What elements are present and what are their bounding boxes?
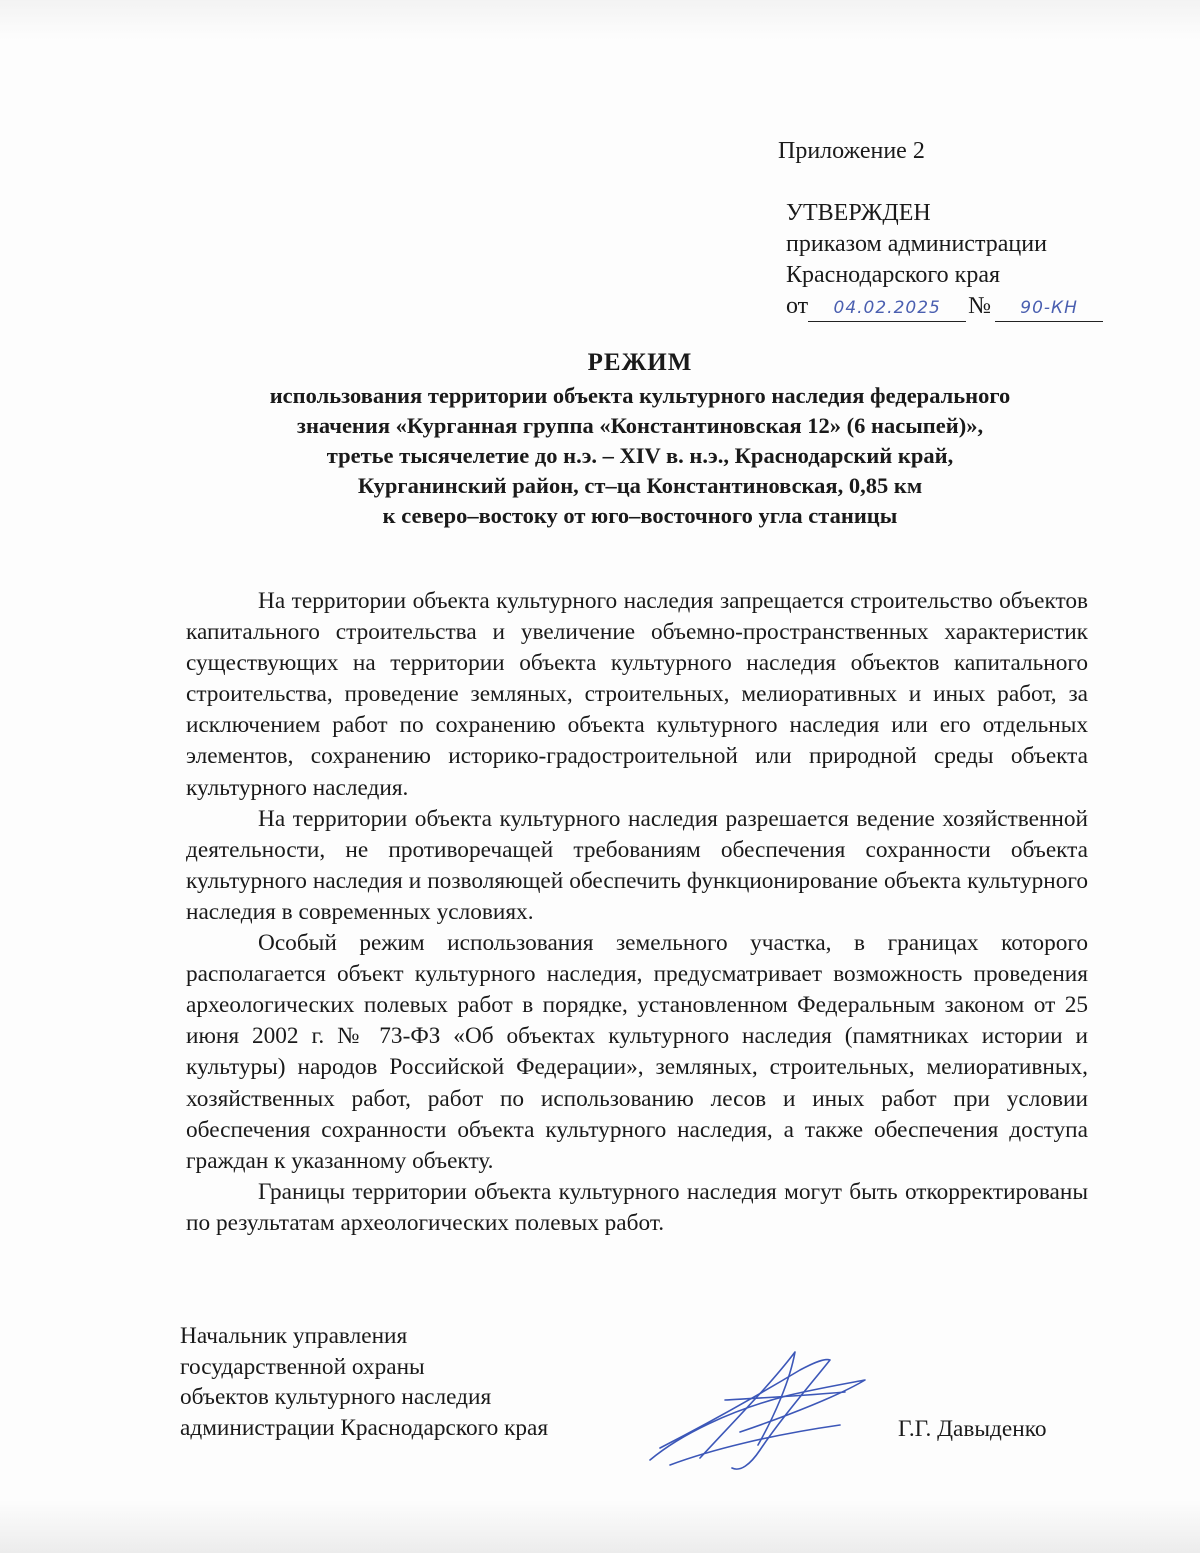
scan-shading-bottom [0, 1500, 1200, 1553]
body-paragraph: На территории объекта культурного наследия разрешается ведение хозяйственной деятельности, не противоречащей требованиям обеспечения сохранности объекта культурного наследия и позволяющей обеспечить функционирование объекта культурного наследия в современных условиях. [186, 805, 1088, 925]
title-subtitle [140, 381, 1140, 531]
title-line: значения «Курганная группа «Константиновская 12» (6 насыпей)», [296, 413, 984, 438]
document-title [140, 347, 1140, 531]
signer-position [180, 1321, 548, 1443]
scan-shading-top [0, 0, 1200, 40]
appendix-label: Приложение 2 [778, 138, 925, 164]
approval-block [786, 198, 1103, 322]
signer-position-line: объектов культурного наследия [180, 1384, 492, 1410]
approved-by-line-1: приказом администрации [786, 231, 1047, 257]
title-line: третье тысячелетие до н.э. – XIV в. н.э., Краснодарский край, [326, 443, 954, 468]
title-line: к северо–востоку от юго–восточного угла станицы [382, 503, 898, 528]
signer-name: Г.Г. Давыденко [898, 1416, 1047, 1442]
document-body [186, 586, 1088, 1239]
signature-strokes [650, 1352, 865, 1469]
order-prefix: от [786, 293, 809, 319]
body-paragraph: Границы территории объекта культурного наследия могут быть откорректированы по результатам археологических полевых работ. [186, 1178, 1088, 1236]
title-line: Курганинский район, ст–ца Константиновская, 0,85 км [357, 473, 923, 498]
body-paragraph: На территории объекта культурного наследия запрещается строительство объектов капитального строительства и увеличение объемно-пространственных характеристик существующих на территории объекта культурного наследия объектов капитального строительства, проведение земляных, строительных, мелиоративных и иных работ, за исключением работ по сохранению объекта культурного наследия или его отдельных элементов, сохранению историко-градостроительной или природной среды объекта культурного наследия. [186, 588, 1088, 801]
order-line [786, 291, 1103, 322]
signer-position-line: Начальник управления [180, 1323, 408, 1349]
approved-heading: УТВЕРЖДЕН [786, 200, 931, 226]
title-line: использования территории объекта культурного наследия федерального [269, 383, 1011, 408]
signer-position-line: администрации Краснодарского края [180, 1414, 549, 1441]
approved-by-line-2: Краснодарского края [786, 262, 1001, 288]
signer-position-line: государственной охраны [180, 1353, 425, 1380]
order-date-handwritten: 04.02.2025 [808, 297, 966, 322]
title-main: РЕЖИМ [587, 349, 693, 376]
handwritten-signature [640, 1340, 880, 1480]
order-number-sign: № [968, 293, 992, 319]
body-paragraph: Особый режим использования земельного участка, в границах которого располагается объект культурного наследия, предусматривает возможность проведения археологических полевых работ в порядке, установленном Федеральным законом от 25 июня 2002 г. № 73-ФЗ «Об объектах культурного наследия (памятниках истории и культуры) народов Российской Федерации», земляных, строительных, мелиоративных, хозяйственных работ, работ по использованию лесов и иных работ при условии обеспечения сохранности объекта культурного наследия, а также обеспечения доступа граждан к указанному объекту. [186, 930, 1088, 1174]
order-number-handwritten: 90-КН [995, 297, 1103, 322]
